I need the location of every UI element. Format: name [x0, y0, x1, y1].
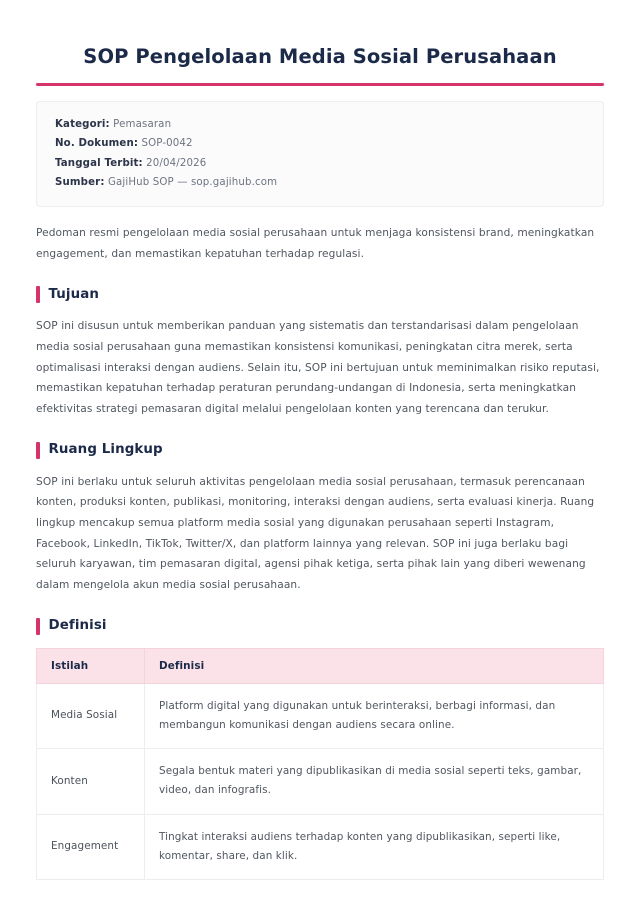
table-cell-definition: Tingkat interaksi audiens terhadap konten yang dipublikasikan, seperti like, komentar, share, dan klik. — [145, 814, 604, 880]
table-header — [37, 648, 604, 683]
table-column-header-definisi: Definisi — [145, 648, 604, 683]
section-heading-tujuan — [36, 286, 604, 303]
table-row — [37, 814, 604, 880]
table-row — [37, 749, 604, 815]
intro-paragraph: Pedoman resmi pengelolaan media sosial perusahaan untuk menjaga konsistensi brand, meningkatkan engagement, dan memastikan kepatuhan terhadap regulasi. — [36, 227, 595, 260]
metadata-row-no-dokumen — [55, 135, 585, 154]
table-row — [37, 683, 604, 749]
metadata-value-no-dokumen: SOP-0042 — [141, 138, 193, 150]
table-cell-term: Engagement — [37, 814, 145, 880]
metadata-row-tanggal-terbit — [55, 154, 585, 173]
section-body-ruang-lingkup: SOP ini berlaku untuk seluruh aktivitas pengelolaan media sosial perusahaan, termasuk perencanaan konten, produksi konten, publikasi, monitoring, interaksi dengan audiens, serta evaluasi kinerja. Ruang lingkup mencakup semua platform media sosial yang digunakan perusahaan seperti Instagram, Facebook, LinkedIn, TikTok, Twitter/X, dan platform lainnya yang relevan. SOP ini juga berlaku bagi seluruh karyawan, tim pemasaran digital, agensi pihak ketiga, serta pihak lain yang diberi wewenang dalam mengelola akun media sosial perusahaan. — [36, 475, 595, 591]
metadata-row-sumber — [55, 174, 585, 193]
table-cell-definition: Platform digital yang digunakan untuk berinteraksi, berbagi informasi, dan membangun komunikasi dengan audiens secara online. — [145, 683, 604, 749]
section-title-tujuan: Tujuan — [48, 287, 99, 303]
definitions-table — [36, 648, 604, 881]
table-cell-definition: Segala bentuk materi yang dipublikasikan di media sosial seperti teks, gambar, video, dan infografis. — [145, 749, 604, 815]
table-body — [37, 683, 604, 880]
metadata-value-tanggal-terbit: 20/04/2026 — [146, 157, 207, 169]
page-title: SOP Pengelolaan Media Sosial Perusahaan — [83, 45, 557, 68]
table-header-row — [37, 648, 604, 683]
table-cell-term: Konten — [37, 749, 145, 815]
section-tujuan — [36, 286, 604, 419]
section-title-ruang-lingkup: Ruang Lingkup — [48, 442, 163, 458]
metadata-label-sumber: Sumber: — [55, 177, 105, 189]
accent-bar-icon — [36, 442, 40, 459]
accent-bar-icon — [36, 618, 40, 635]
metadata-label-no-dokumen: No. Dokumen: — [55, 138, 139, 150]
metadata-row-kategori — [55, 116, 585, 135]
accent-bar-icon — [36, 286, 40, 303]
title-divider — [36, 83, 604, 86]
section-title-definisi: Definisi — [48, 618, 107, 634]
metadata-label-tanggal-terbit: Tanggal Terbit: — [55, 157, 143, 169]
metadata-value-sumber: GajiHub SOP — sop.gajihub.com — [107, 177, 278, 189]
section-heading-definisi — [36, 618, 604, 635]
section-heading-ruang-lingkup — [36, 442, 604, 459]
section-definisi — [36, 618, 604, 881]
document-metadata-box — [36, 101, 604, 207]
table-cell-term: Media Sosial — [37, 683, 145, 749]
section-ruang-lingkup — [36, 442, 604, 596]
section-body-tujuan: SOP ini disusun untuk memberikan panduan yang sistematis dan terstandarisasi dalam pengelolaan media sosial perusahaan guna memastikan konsistensi komunikasi, peningkatan citra merek, serta optimalisasi interaksi dengan audiens. Selain itu, SOP ini bertujuan untuk meminimalkan risiko reputasi, memastikan kepatuhan terhadap peraturan perundang-undangan di Indonesia, serta meningkatkan efektivitas strategi pemasaran digital melalui pengelolaan konten yang terencana dan terukur. — [36, 320, 600, 415]
metadata-value-kategori: Pemasaran — [113, 119, 172, 131]
table-column-header-istilah: Istilah — [37, 648, 145, 683]
metadata-label-kategori: Kategori: — [55, 119, 110, 131]
